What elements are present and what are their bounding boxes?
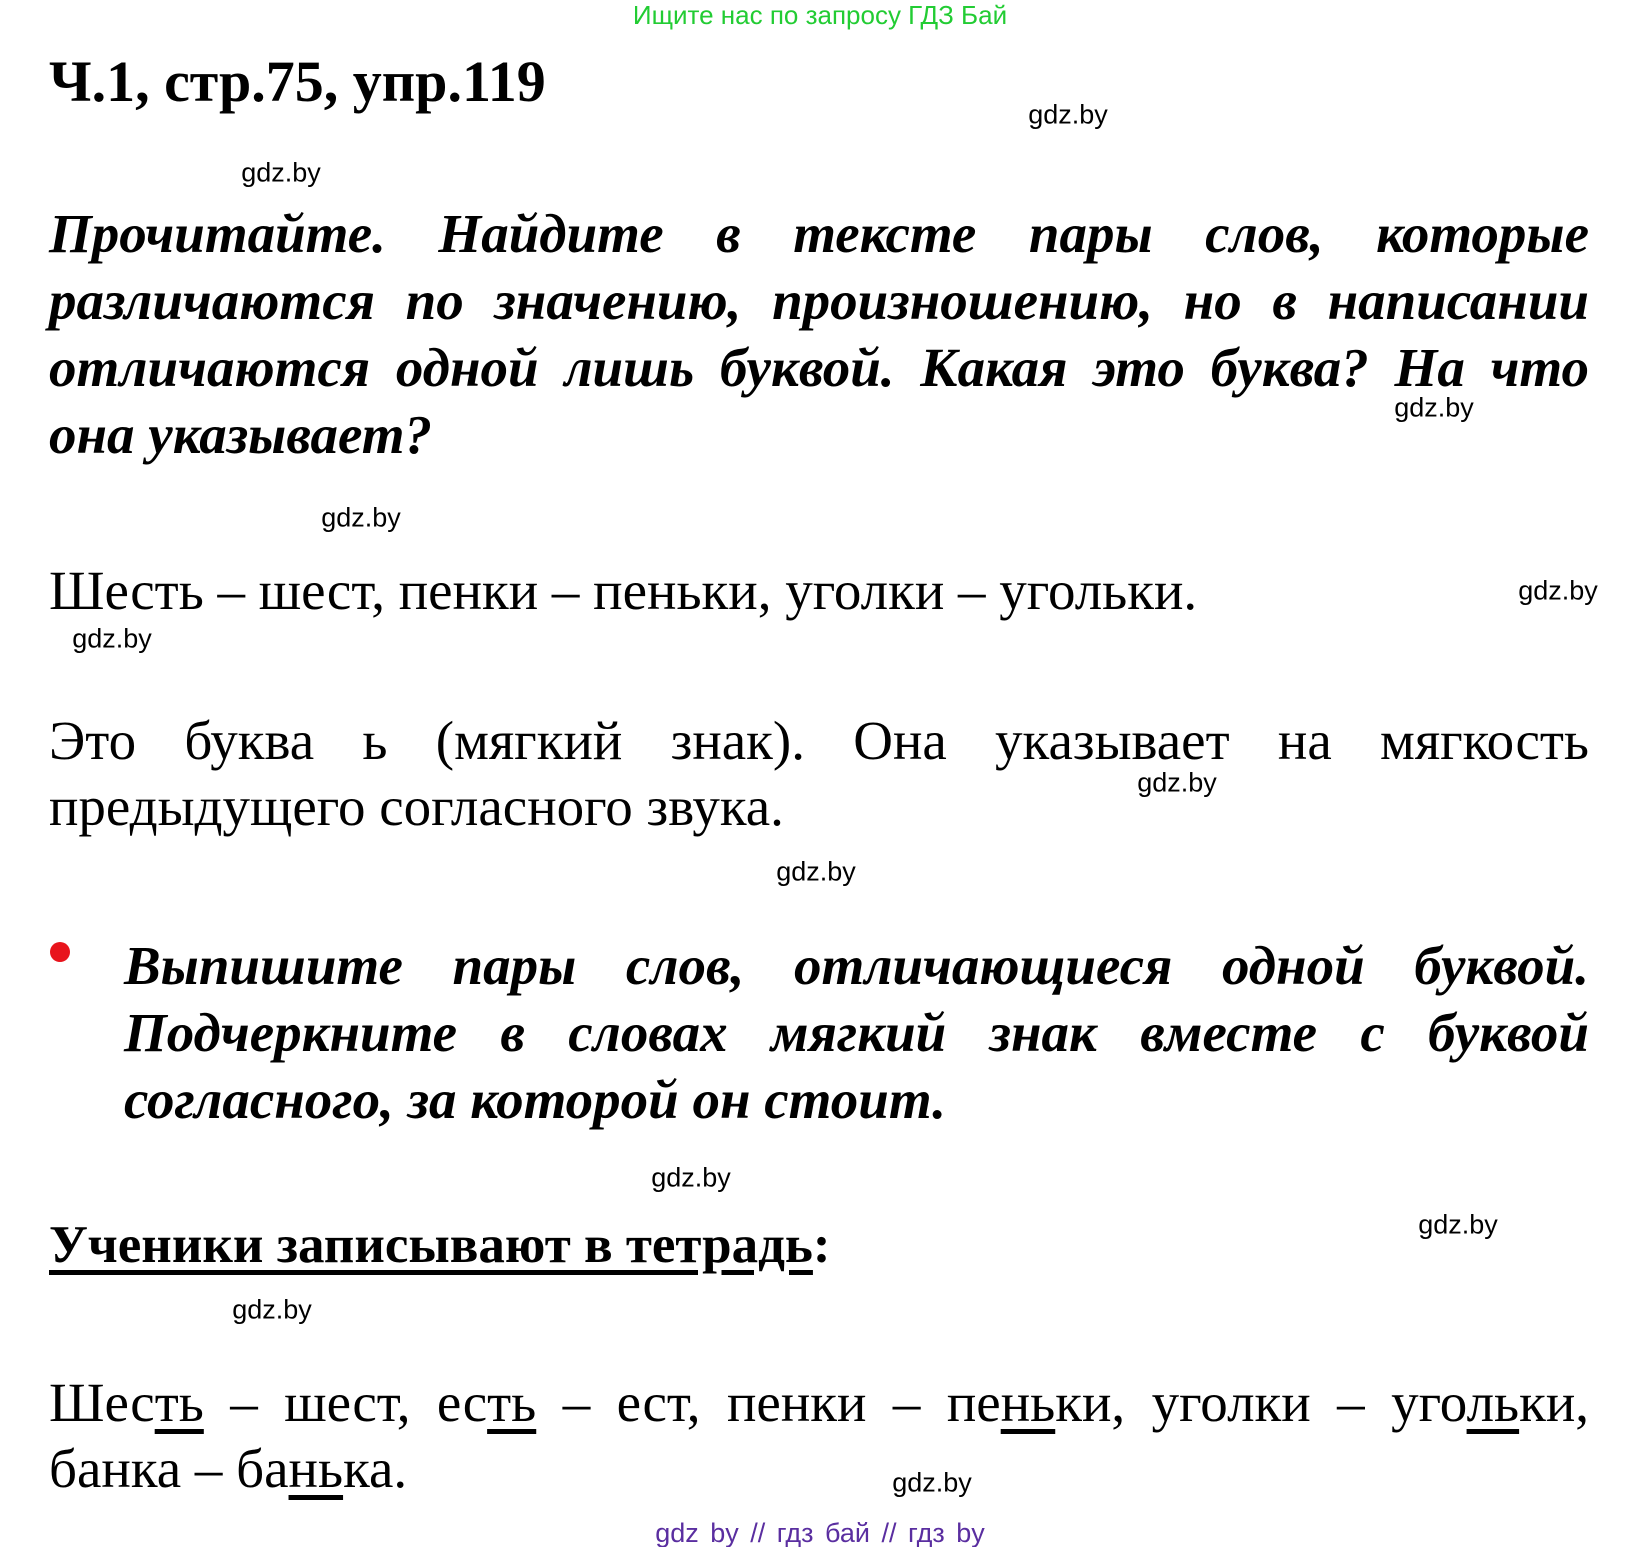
watermark: gdz.by: [1028, 99, 1108, 130]
underlined-letters: ть: [154, 1372, 204, 1433]
notebook-answer: [49, 1370, 1589, 1502]
notebook-text: ки, банка – ба: [49, 1372, 1590, 1499]
watermark: gdz.by: [1518, 575, 1598, 606]
notebook-colon: :: [812, 1216, 831, 1274]
task-instruction-2: Выпишите пары слов, отличающиеся одной буквой. Подчеркните в словах мягкий знак вместе с буквой согласного, за которой он стоит.: [124, 935, 1589, 1130]
page-title: Ч.1, стр.75, упр.119: [49, 49, 546, 114]
underlined-letters: нь: [1000, 1372, 1056, 1433]
underlined-letters: ль: [1466, 1372, 1520, 1433]
notebook-heading: [49, 1215, 831, 1275]
notebook-text: – ест, пенки – пе: [536, 1372, 1001, 1433]
watermark: gdz.by: [892, 1467, 972, 1498]
watermark: gdz.by: [321, 502, 401, 533]
bullet-icon: [50, 942, 70, 962]
watermark: gdz.by: [241, 157, 321, 188]
watermark: gdz.by: [1418, 1209, 1498, 1240]
notebook-text: ка.: [343, 1438, 408, 1499]
answer-explanation: Это буква ь (мягкий знак). Она указывает на мягкость предыдущего согласного звука.: [49, 710, 1589, 837]
watermark: gdz.by: [232, 1294, 312, 1325]
notebook-text: Шес: [49, 1372, 155, 1433]
search-banner: Ищите нас по запросу ГДЗ Бай: [632, 0, 1008, 30]
watermark: gdz.by: [651, 1162, 731, 1193]
underlined-letters: нь: [288, 1438, 344, 1499]
watermark: gdz.by: [1394, 392, 1474, 423]
watermark: gdz.by: [72, 623, 152, 654]
task-instruction: Прочитайте. Найдите в тексте пары слов, которые различаются по значению, произношению, но в написании отличаются одной лишь буквой. Какая это буква? На что она указывает?: [49, 203, 1589, 465]
footer-links: gdz by // гдз бай // гдз by: [655, 1518, 985, 1547]
answer-pairs: Шесть – шест, пенки – пеньки, уголки – угольки.: [49, 560, 1198, 621]
notebook-heading-text: Ученики записывают в тетрадь: [49, 1216, 813, 1274]
watermark: gdz.by: [1137, 767, 1217, 798]
notebook-text: – шест, ес: [203, 1372, 488, 1433]
notebook-text: ки, уголки – уго: [1055, 1372, 1467, 1433]
underlined-letters: ть: [487, 1372, 537, 1433]
watermark: gdz.by: [776, 856, 856, 887]
